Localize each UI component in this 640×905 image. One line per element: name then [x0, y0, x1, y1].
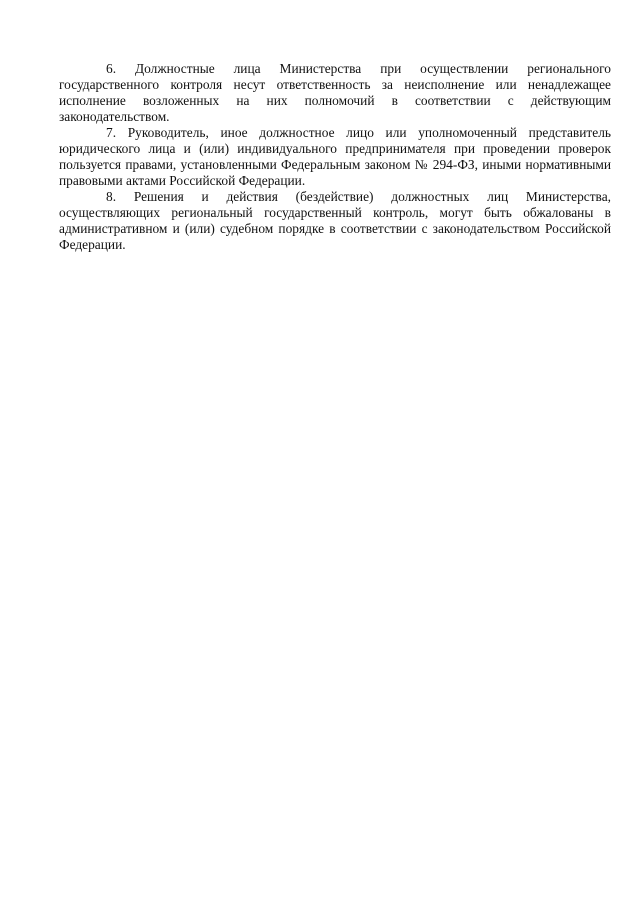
document-page: [59, 61, 611, 253]
paragraph-6: 6. Должностные лица Министерства при осуществлении регионального государственного контроля несут ответственность за неисполнение или ненадлежащее исполнение возложенных на них полномочий в соответствии с действующим законодательством.: [59, 61, 611, 124]
paragraph-7: 7. Руководитель, иное должностное лицо или уполномоченный представитель юридического лица и (или) индивидуального предпринимателя при проведении проверок пользуется правами, установленными Федеральным законом № 294-ФЗ, иными нормативными правовыми актами Российской Федерации.: [59, 125, 611, 188]
paragraph-8: 8. Решения и действия (бездействие) должностных лиц Министерства, осуществляющих региональный государственный контроль, могут быть обжалованы в административном и (или) судебном порядке в соответствии с законодательством Российской Федерации.: [59, 189, 611, 252]
